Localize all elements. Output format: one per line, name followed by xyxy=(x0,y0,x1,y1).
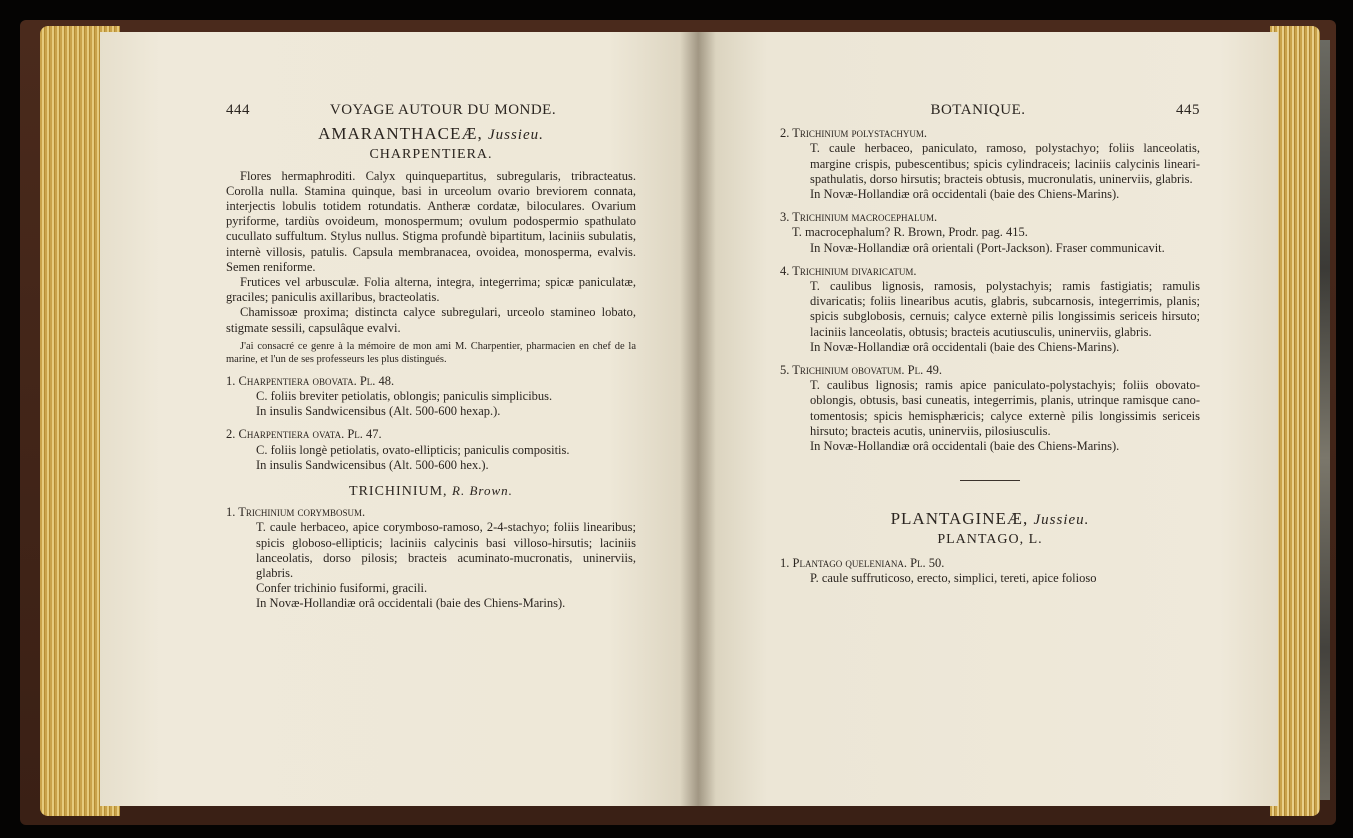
genus-heading-trichinium: TRICHINIUM, R. Brown. xyxy=(349,483,513,500)
species-description: T. caulibus lignosis, ramosis, polystachyis; ramis fastigiatis; ramulis divaricatis; foliis linearibus acutis, glabris, subcarnosis, integerrimis, planis; spicis subglobosis, cernuis; calyce externè pilis longissimis sericeis hirsuto; laciniis lanceolatis, obtusis; bracteis acutiusculis, uninerviis, glabris. xyxy=(810,279,1200,339)
right-page-text xyxy=(780,103,1200,586)
species-locality: In insulis Sandwicensibus (Alt. 500-600 hex.). xyxy=(256,457,489,472)
genus-description: Flores hermaphroditi. Calyx quinquepartitus, subregularis, tribracteatus. Corolla nulla. Stamina quinque, basi in urceolum ovario breviorem connata, interjectis lobulis totidem rotundatis. Antheræ cordatæ, biloculares. Ovarium pyriforme, tardiùs ovoideum, monospermum; ovulum podospermio spathulato cucullato suffultum. Stylus nullus. Stigma profundè bipartitum, laciniis subulatis, internè villosis, patulis. Capsula membranacea, ovoidea, monosperma, evalvis. Semen reniforme. xyxy=(226,168,636,274)
species-name: 2. Trichinium polystachyum. xyxy=(780,126,928,141)
left-page-number: 444 xyxy=(226,102,250,118)
species-entry xyxy=(780,363,1200,454)
species-entry xyxy=(780,556,1200,586)
species-locality: In Novæ-Hollandiæ orâ occidentali (baie des Chiens-Marins). xyxy=(810,339,1120,354)
section-divider xyxy=(960,480,1020,481)
species-entry xyxy=(226,505,636,611)
species-locality: In Novæ-Hollandiæ orâ occidentali (baie des Chiens-Marins). xyxy=(810,439,1120,454)
species-locality: In Novæ-Hollandiæ orâ orientali (Port-Jackson). Fraser communicavit. xyxy=(810,240,1165,255)
species-description: T. caulibus lignosis; ramis apice paniculato-polystachyis; foliis obovato-oblongis, obtusis, basi cuneatis, integerrimis, planis, utrinque ramisque cano-tomentosis; spicis hemisphæricis; calyce externè pilis longissimis sericeis hirsuto; bracteis acutis, uninerviis, pilosiusculis. xyxy=(810,378,1200,438)
species-entry xyxy=(780,264,1200,355)
species-description: P. caule suffruticoso, erecto, simplici, tereti, apice folioso xyxy=(810,570,1097,585)
species-locality: In Novæ-Hollandiæ orâ occidentali (baie des Chiens-Marins). xyxy=(256,596,566,611)
species-name: 4. Trichinium divaricatum. xyxy=(780,263,917,278)
species-name: 2. Charpentiera ovata. Pl. 47. xyxy=(226,427,382,442)
species-description: C. foliis longè petiolatis, ovato-ellipticis; paniculis compositis. xyxy=(256,442,570,457)
species-name: 5. Trichinium obovatum. Pl. 49. xyxy=(780,363,942,378)
species-name: 1. Charpentiera obovata. Pl. 48. xyxy=(226,373,395,388)
species-entry xyxy=(226,374,636,420)
species-name: 1. Trichinium corymbosum. xyxy=(226,505,366,520)
dedication-note: J'ai consacré ce genre à la mémoire de mon ami M. Charpentier, pharmacien en chef de la marine, et l'un de ses professeurs les plus distingués. xyxy=(226,340,636,365)
species-comparison: Confer trichinio fusiformi, gracili. xyxy=(256,581,428,596)
right-running-head xyxy=(780,103,1200,118)
affinity-description: Chamissoæ proxima; distincta calyce subregulari, urceolo stamineo lobato, stigmate sessili, capsulâque evalvi. xyxy=(226,305,636,335)
species-locality: In insulis Sandwicensibus (Alt. 500-600 hexap.). xyxy=(256,404,501,419)
left-page-text xyxy=(226,103,636,612)
family-heading-plantagineae: PLANTAGINEÆ, Jussieu. xyxy=(890,509,1090,529)
species-description: T. caule herbaceo, apice corymboso-ramoso, 2-4-stachyo; foliis linearibus; spicis globoso-ellipticis; laciniis calycinis basi villoso-hirsutis; laciniis lanceolatis, dorso pilosis; bracteis acuminato-mucronatis, uninerviis, glabris. xyxy=(256,520,636,581)
family-heading-amaranthaceae: AMARANTHACEÆ, Jussieu. xyxy=(318,124,544,144)
genus-heading-charpentiera: CHARPENTIERA. xyxy=(369,147,493,163)
species-description: T. macrocephalum? R. Brown, Prodr. pag. 415. xyxy=(792,225,1028,240)
genus-heading-plantago: PLANTAGO, L. xyxy=(937,532,1043,548)
left-running-head xyxy=(226,103,636,118)
species-entry xyxy=(780,126,1200,202)
species-entry xyxy=(780,210,1200,256)
species-locality: In Novæ-Hollandiæ orâ occidentali (baie des Chiens-Marins). xyxy=(810,187,1120,202)
species-description: T. caule herbaceo, paniculato, ramoso, polystachyo; foliis lanceolatis, margine crispis, pubescentibus; spicis cylindraceis; laciniis calycinis lineari-spathulatis, dorso hirsutis; bracteis obtusis, mucronulatis, uninerviis, glabris. xyxy=(810,141,1200,186)
left-running-title: VOYAGE AUTOUR DU MONDE. xyxy=(329,102,557,118)
species-description: C. foliis breviter petiolatis, oblongis; paniculis simplicibus. xyxy=(256,389,553,404)
right-running-title: BOTANIQUE. xyxy=(930,102,1026,118)
species-entry xyxy=(226,427,636,473)
species-name: 3. Trichinium macrocephalum. xyxy=(780,210,938,225)
species-name: 1. Plantago queleniana. Pl. 50. xyxy=(780,555,945,570)
right-page-number: 445 xyxy=(1175,102,1200,118)
book-gutter xyxy=(680,32,716,806)
habit-description: Frutices vel arbusculæ. Folia alterna, integra, integerrima; spicæ paniculatæ, graciles; paniculis axillaribus, bracteolatis. xyxy=(226,275,636,305)
